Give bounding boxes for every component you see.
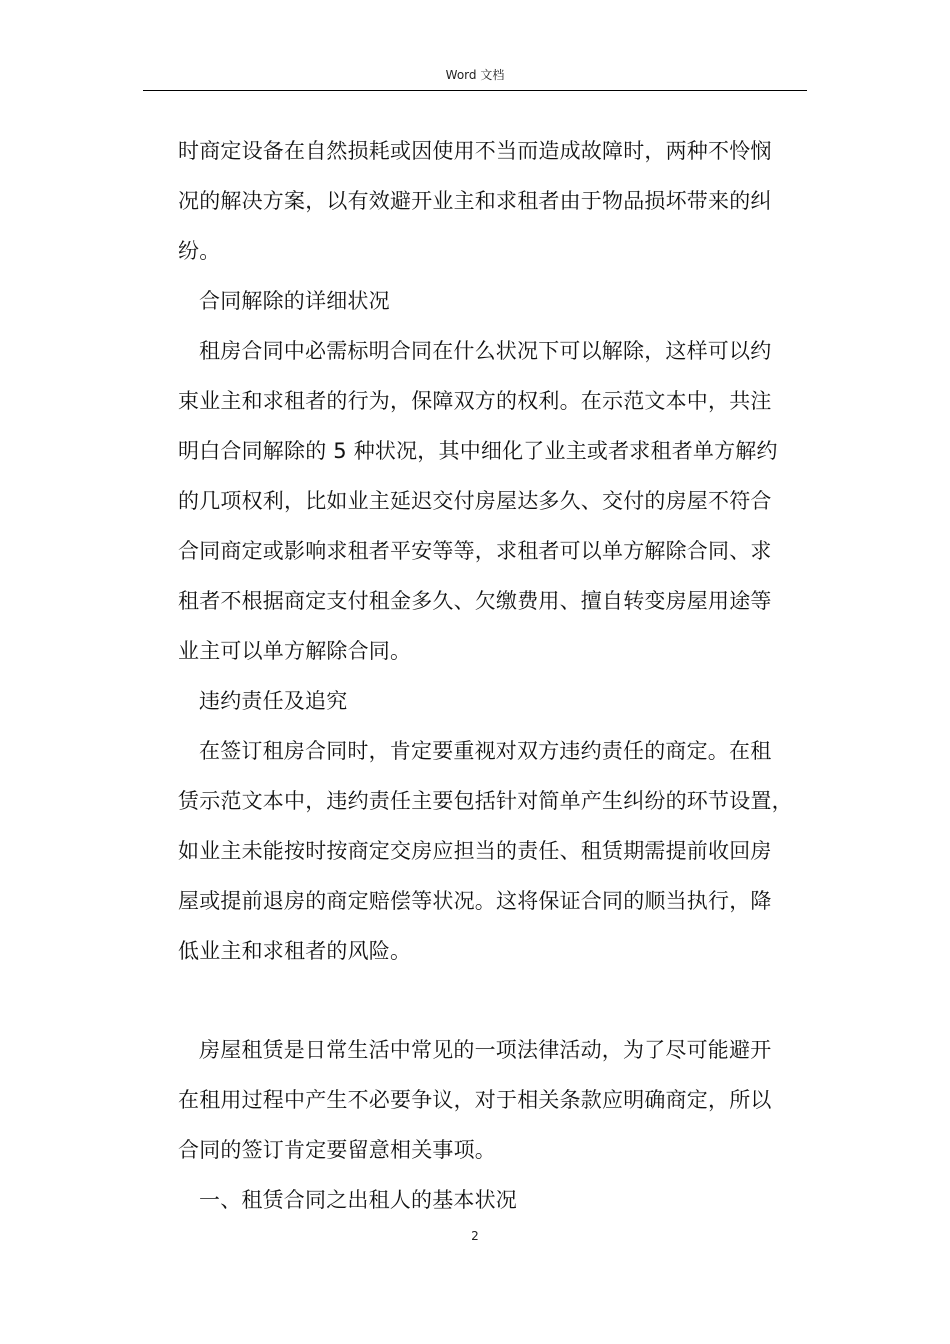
text-line: 在签订租房合同时，肯定要重视对双方违约责任的商定。在租 — [199, 739, 772, 763]
text-line: 合同的签订肯定要留意相关事项。 — [178, 1138, 496, 1162]
text-line: 束业主和求租者的行为，保障双方的权利。在示范文本中，共注 — [178, 389, 772, 413]
text-line: 如业主未能按时按商定交房应担当的责任、租赁期需提前收回房 — [178, 839, 772, 863]
section-heading: 违约责任及追究 — [199, 689, 348, 713]
text-line: 合同商定或影响求租者平安等等，求租者可以单方解除合同、求 — [178, 539, 772, 563]
text-line: 租者不根据商定支付租金多久、欠缴费用、擅自转变房屋用途等 — [178, 589, 772, 613]
text-line: 业主可以单方解除合同。 — [178, 639, 412, 663]
header-title: Word 文档 — [445, 68, 505, 82]
page-number: 2 — [471, 1229, 479, 1243]
section-heading: 合同解除的详细状况 — [199, 289, 390, 313]
text-line: 租房合同中必需标明合同在什么状况下可以解除，这样可以约 — [199, 339, 772, 363]
text-line: 时商定设备在自然损耗或因使用不当而造成故障时，两种不怜悯 — [178, 139, 772, 163]
text-line: 在租用过程中产生不必要争议，对于相关条款应明确商定，所以 — [178, 1088, 772, 1112]
text-line: 低业主和求租者的风险。 — [178, 939, 412, 963]
text-line: 纷。 — [178, 239, 221, 263]
page-header — [143, 64, 807, 91]
document-body — [178, 126, 808, 1225]
text-line: 房屋租赁是日常生活中常见的一项法律活动，为了尽可能避开 — [199, 1038, 772, 1062]
text-line: 赁示范文本中，违约责任主要包括针对简单产生纠纷的环节设置， — [178, 789, 793, 813]
text-line: 明白合同解除的 5 种状况，其中细化了业主或者求租者单方解约 — [178, 439, 778, 463]
text-line: 屋或提前退房的商定赔偿等状况。这将保证合同的顺当执行，降 — [178, 889, 772, 913]
text-line: 况的解决方案，以有效避开业主和求租者由于物品损坏带来的纠 — [178, 189, 772, 213]
paragraph-gap — [178, 976, 808, 1025]
section-heading: 一、租赁合同之出租人的基本状况 — [199, 1188, 517, 1212]
text-line: 的几项权利，比如业主延迟交付房屋达多久、交付的房屋不符合 — [178, 489, 772, 513]
